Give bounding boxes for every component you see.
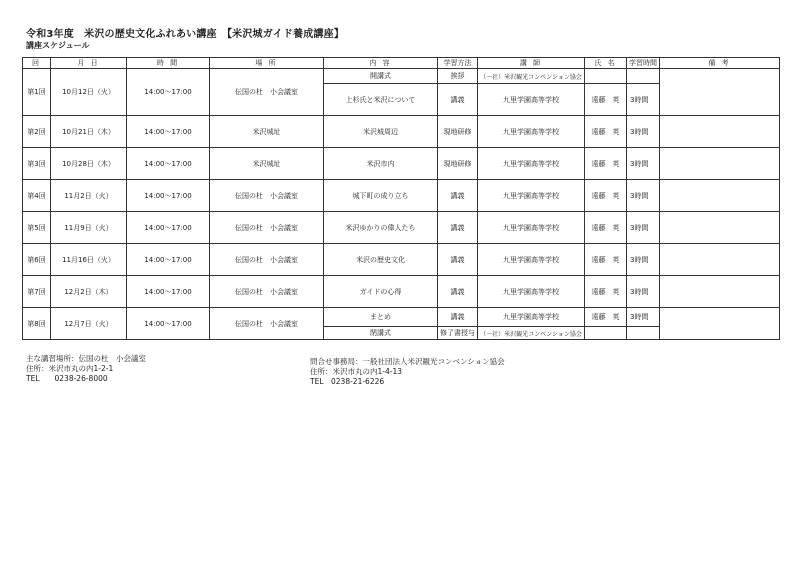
session-method-cell: 講義 (438, 244, 478, 276)
session-method-cell: 現地研修 (438, 148, 478, 180)
session-time-cell: 14:00～17:00 (127, 69, 210, 116)
session-remarks-cell (660, 180, 780, 212)
session-name-cell: 遠藤 英 (585, 148, 627, 180)
session-place-cell: 伝国の杜 小会議室 (210, 308, 324, 340)
session-method-cell: 修了書授与 (438, 327, 478, 340)
session-date-cell: 10月28日（木） (51, 148, 127, 180)
table-row (23, 276, 780, 308)
header-lecturer: 講 師 (478, 58, 585, 69)
session-lecturer-cell: 九里学園高等学校 (478, 116, 585, 148)
session-name-cell (585, 69, 627, 84)
table-row (23, 180, 780, 212)
session-method-cell: 講義 (438, 212, 478, 244)
session-number-cell: 第3回 (23, 148, 51, 180)
session-place-cell: 伝国の杜 小会議室 (210, 69, 324, 116)
session-place-cell: 伝国の杜 小会議室 (210, 180, 324, 212)
session-content-cell: 城下町の成り立ち (324, 180, 438, 212)
session-remarks-cell (660, 308, 780, 340)
session-lecturer-cell: 九里学園高等学校 (478, 84, 585, 116)
session-lecturer-cell: 九里学園高等学校 (478, 244, 585, 276)
table-row (23, 116, 780, 148)
footer-venue-address: 住所：米沢市丸の内1-2-1 (26, 364, 114, 373)
session-content-cell: 米沢の歴史文化 (324, 244, 438, 276)
session-remarks-cell (660, 244, 780, 276)
session-time-cell: 14:00～17:00 (127, 116, 210, 148)
session-method-cell: 講義 (438, 308, 478, 327)
session-lecturer-cell: 九里学園高等学校 (478, 148, 585, 180)
session-name-cell: 遠藤 英 (585, 308, 627, 327)
session-place-cell: 伝国の杜 小会議室 (210, 276, 324, 308)
schedule-subtitle: 講座スケジュール (26, 41, 90, 50)
session-hours-cell (627, 69, 660, 84)
session-lecturer-cell: 九里学園高等学校 (478, 212, 585, 244)
session-time-cell: 14:00～17:00 (127, 212, 210, 244)
session-date-cell: 11月16日（火） (51, 244, 127, 276)
session-number-cell: 第2回 (23, 116, 51, 148)
session-method-cell: 講義 (438, 276, 478, 308)
session-number-cell: 第5回 (23, 212, 51, 244)
header-name: 氏 名 (585, 58, 627, 69)
session-method-cell: 現地研修 (438, 116, 478, 148)
session-number-cell: 第7回 (23, 276, 51, 308)
session-content-cell: 閉講式 (324, 327, 438, 340)
session-time-cell: 14:00～17:00 (127, 308, 210, 340)
session-content-cell: 開講式 (324, 69, 438, 84)
session-hours-cell: 3時間 (627, 148, 660, 180)
session-lecturer-cell: （一社）米沢観光コンベンション協会 (478, 327, 585, 340)
footer-venue-info (26, 354, 146, 384)
header-method: 学習方法 (438, 58, 478, 69)
session-hours-cell: 3時間 (627, 276, 660, 308)
session-method-cell: 挨拶 (438, 69, 478, 84)
session-content-cell: 米沢ゆかりの偉人たち (324, 212, 438, 244)
session-time-cell: 14:00～17:00 (127, 244, 210, 276)
session-place-cell: 米沢城址 (210, 148, 324, 180)
session-time-cell: 14:00～17:00 (127, 180, 210, 212)
schedule-table (22, 57, 780, 340)
footer-contact-office: 問合せ事務局：一般社団法人米沢観光コンベンション協会 (310, 357, 505, 366)
footer-contact-info (310, 357, 505, 387)
session-remarks-cell (660, 276, 780, 308)
session-number-cell: 第4回 (23, 180, 51, 212)
table-row (23, 308, 780, 327)
session-hours-cell: 3時間 (627, 180, 660, 212)
header-place: 場 所 (210, 58, 324, 69)
session-method-cell: 講義 (438, 180, 478, 212)
session-hours-cell (627, 327, 660, 340)
session-hours-cell: 3時間 (627, 308, 660, 327)
session-name-cell (585, 327, 627, 340)
session-remarks-cell (660, 148, 780, 180)
header-time: 時 間 (127, 58, 210, 69)
session-time-cell: 14:00～17:00 (127, 276, 210, 308)
session-number-cell: 第1回 (23, 69, 51, 116)
header-hours: 学習時間 (627, 58, 660, 69)
header-remarks: 備 考 (660, 58, 780, 69)
header-content: 内 容 (324, 58, 438, 69)
session-remarks-cell (660, 69, 780, 116)
table-row (23, 212, 780, 244)
session-date-cell: 10月21日（木） (51, 116, 127, 148)
session-date-cell: 11月2日（火） (51, 180, 127, 212)
session-remarks-cell (660, 212, 780, 244)
session-content-cell: 上杉氏と米沢について (324, 84, 438, 116)
session-content-cell: 米沢城周辺 (324, 116, 438, 148)
session-name-cell: 遠藤 英 (585, 180, 627, 212)
header-date: 月 日 (51, 58, 127, 69)
table-row (23, 244, 780, 276)
session-name-cell: 遠藤 英 (585, 84, 627, 116)
session-hours-cell: 3時間 (627, 116, 660, 148)
footer-venue-tel: TEL 0238-26-8000 (26, 374, 108, 383)
document-title: 令和3年度 米沢の歴史文化ふれあい講座 【米沢城ガイド養成講座】 (26, 29, 345, 40)
session-date-cell: 11月9日（火） (51, 212, 127, 244)
session-place-cell: 伝国の杜 小会議室 (210, 212, 324, 244)
session-lecturer-cell: 九里学園高等学校 (478, 308, 585, 327)
header-kai: 回 (23, 58, 51, 69)
session-hours-cell: 3時間 (627, 212, 660, 244)
session-time-cell: 14:00～17:00 (127, 148, 210, 180)
session-number-cell: 第8回 (23, 308, 51, 340)
session-name-cell: 遠藤 英 (585, 244, 627, 276)
session-content-cell: 米沢市内 (324, 148, 438, 180)
session-name-cell: 遠藤 英 (585, 212, 627, 244)
session-name-cell: 遠藤 英 (585, 276, 627, 308)
footer-contact-address: 住所：米沢市丸の内1-4-13 (310, 367, 402, 376)
session-name-cell: 遠藤 英 (585, 116, 627, 148)
session-date-cell: 12月2日（木） (51, 276, 127, 308)
session-lecturer-cell: 九里学園高等学校 (478, 180, 585, 212)
session-remarks-cell (660, 116, 780, 148)
table-header-row (23, 58, 780, 69)
session-date-cell: 12月7日（火） (51, 308, 127, 340)
session-hours-cell: 3時間 (627, 244, 660, 276)
session-date-cell: 10月12日（火） (51, 69, 127, 116)
session-lecturer-cell: 九里学園高等学校 (478, 276, 585, 308)
table-row (23, 148, 780, 180)
session-hours-cell: 3時間 (627, 84, 660, 116)
session-lecturer-cell: （一社）米沢観光コンベンション協会 (478, 69, 585, 84)
table-row (23, 69, 780, 84)
session-place-cell: 米沢城址 (210, 116, 324, 148)
footer-venue-line: 主な講習場所：伝国の杜 小会議室 (26, 354, 146, 363)
footer-contact-tel: TEL 0238-21-6226 (310, 377, 385, 386)
session-content-cell: ガイドの心得 (324, 276, 438, 308)
session-number-cell: 第6回 (23, 244, 51, 276)
session-content-cell: まとめ (324, 308, 438, 327)
session-place-cell: 伝国の杜 小会議室 (210, 244, 324, 276)
session-method-cell: 講義 (438, 84, 478, 116)
